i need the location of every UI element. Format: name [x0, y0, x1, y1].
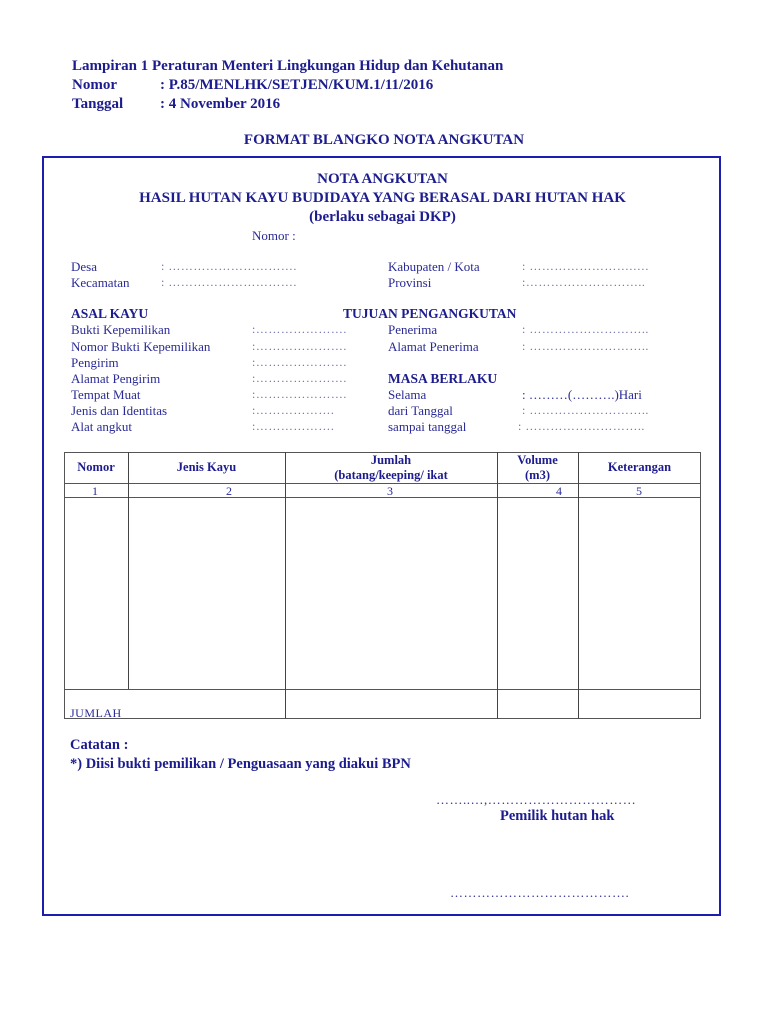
bukti-kepemilikan-field[interactable]: :…………………. [252, 322, 347, 336]
kabupaten-field[interactable]: : …………………….…. [522, 259, 649, 273]
tanggal-label: Tanggal [72, 96, 124, 112]
table-total-label: JUMLAH [70, 706, 122, 720]
pengirim-field[interactable]: :…………………. [252, 355, 347, 369]
signature-label: Pemilik hutan hak [500, 808, 615, 824]
col-number-5: 5 [636, 484, 642, 498]
tujuan-heading: TUJUAN PENGANGKUTAN [343, 306, 517, 321]
jenis-identitas-field[interactable]: :………………. [252, 403, 335, 417]
dari-tanggal-field[interactable]: : ……………………….. [522, 403, 649, 417]
nomor-bukti-field[interactable]: :…………………. [252, 339, 347, 353]
table-total-divider [64, 689, 701, 690]
sampai-tanggal-field[interactable]: : ……………………….. [518, 419, 645, 433]
asal-kayu-heading: ASAL KAYU [71, 306, 149, 321]
kecamatan-field[interactable]: : …………………………. [161, 275, 297, 289]
kabupaten-label: Kabupaten / Kota [388, 259, 480, 274]
lampiran-text: Lampiran 1 Peraturan Menteri Lingkungan Hidup dan Kehutanan [72, 58, 504, 74]
form-nomor-label: Nomor : [252, 228, 296, 243]
provinsi-label: Provinsi [388, 275, 432, 290]
alamat-pengirim-field[interactable]: :…………………. [252, 371, 347, 385]
col-number-4: 4 [556, 484, 562, 498]
dari-tanggal-label: dari Tanggal [388, 403, 453, 418]
desa-field[interactable]: : …………………………. [161, 259, 297, 273]
col-header-jumlah [285, 453, 497, 483]
sampai-tanggal-label: sampai tanggal [388, 419, 467, 434]
tanggal-value: : 4 November 2016 [160, 96, 281, 112]
col-header-volume-line2: (m3) [525, 468, 550, 482]
document-title: FORMAT BLANGKO NOTA ANGKUTAN [243, 132, 525, 148]
tempat-muat-label: Tempat Muat [71, 387, 141, 402]
penerima-label: Penerima [388, 322, 438, 337]
col-header-jumlah-line1: Jumlah [370, 453, 412, 467]
col-number-2: 2 [226, 484, 232, 498]
nomor-value: : P.85/MENLHK/SETJEN/KUM.1/11/2016 [160, 77, 434, 93]
col-header-volume [497, 453, 578, 483]
signature-name-line[interactable]: …………………………………. [450, 885, 630, 900]
notes-heading: Catatan : [70, 737, 129, 753]
alat-angkut-label: Alat angkut [71, 419, 133, 434]
signature-place-date[interactable]: ……..…,…………………………… [436, 792, 637, 807]
pengirim-label: Pengirim [71, 355, 119, 370]
table-header-divider [64, 483, 701, 484]
nomor-label: Nomor [72, 77, 117, 93]
desa-label: Desa [71, 259, 97, 274]
provinsi-field[interactable]: :……………………….. [522, 275, 646, 289]
form-title: NOTA ANGKUTAN [317, 171, 448, 187]
alamat-penerima-label: Alamat Penerima [388, 339, 479, 354]
jenis-identitas-label: Jenis dan Identitas [71, 403, 168, 418]
tempat-muat-field[interactable]: :…………………. [252, 387, 347, 401]
kecamatan-label: Kecamatan [71, 275, 130, 290]
alamat-penerima-field[interactable]: : ……………………….. [522, 339, 649, 353]
alamat-pengirim-label: Alamat Pengirim [71, 371, 161, 386]
selama-field[interactable]: : ………(……….)Hari [522, 387, 642, 402]
table-body[interactable] [65, 498, 700, 688]
col-number-1: 1 [92, 484, 98, 498]
col-header-keterangan: Keterangan [607, 460, 672, 474]
selama-label: Selama [388, 387, 427, 402]
col-number-3: 3 [387, 484, 393, 498]
bukti-kepemilikan-label: Bukti Kepemilikan [71, 322, 171, 337]
form-subtitle-dkp: (berlaku sebagai DKP) [309, 209, 456, 225]
masa-berlaku-heading: MASA BERLAKU [388, 371, 498, 386]
col-header-nomor: Nomor [77, 460, 115, 474]
penerima-field[interactable]: : ……………………….. [522, 322, 649, 336]
notes-line-1: *) Diisi bukti pemilikan / Penguasaan yang diakui BPN [70, 756, 411, 772]
col-header-jumlah-line2: (batang/keeping/ ikat [334, 468, 448, 482]
alat-angkut-field[interactable]: :………………. [252, 419, 335, 433]
form-subtitle: HASIL HUTAN KAYU BUDIDAYA YANG BERASAL DARI HUTAN HAK [139, 190, 626, 206]
nomor-bukti-label: Nomor Bukti Kepemilikan [71, 339, 211, 354]
col-header-jenis-kayu: Jenis Kayu [176, 460, 237, 474]
col-header-volume-line1: Volume [517, 453, 558, 467]
